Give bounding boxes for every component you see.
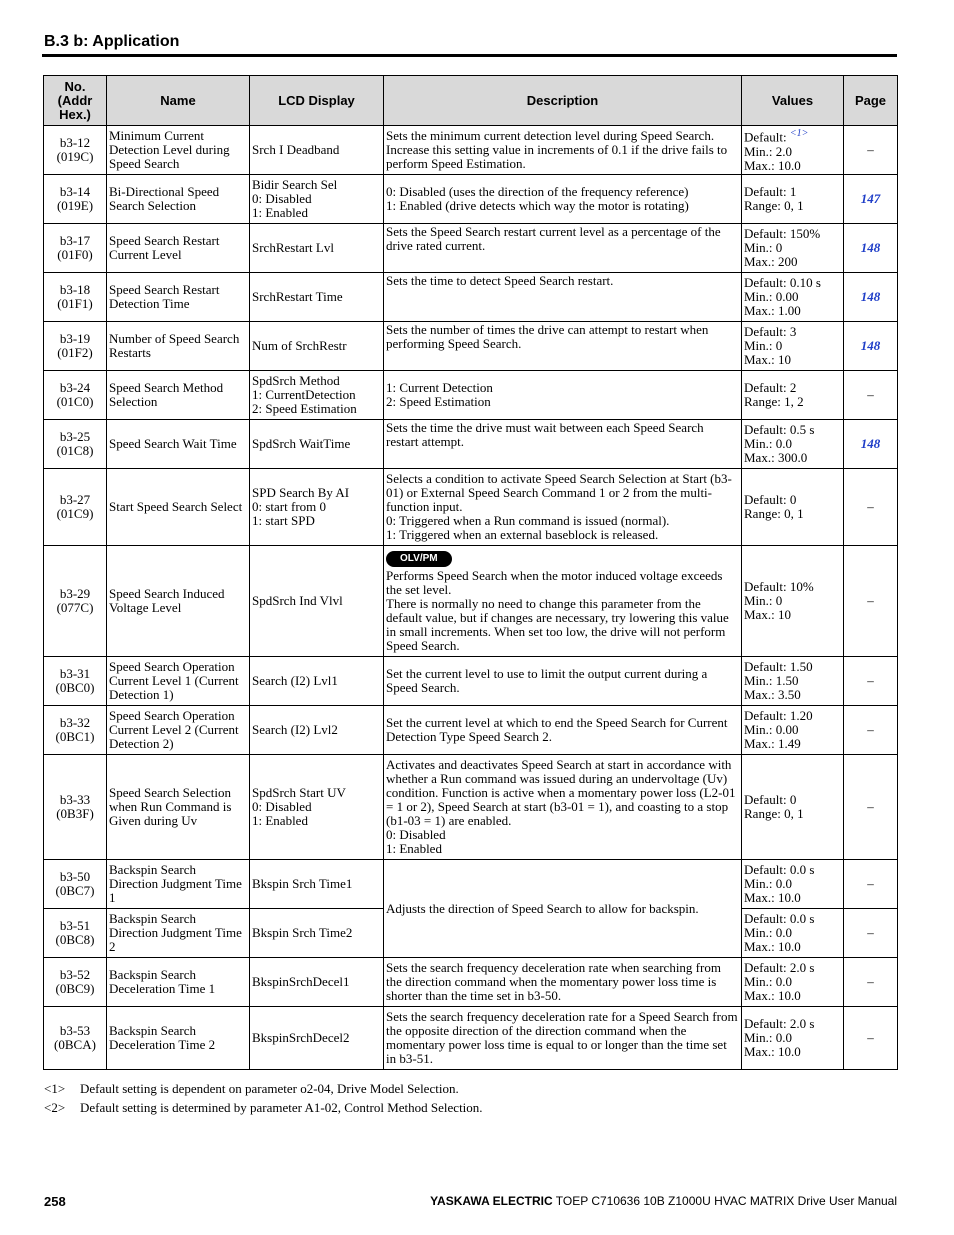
description: Sets the time to detect Speed Search restart. (384, 273, 742, 322)
page-ref: – (844, 126, 898, 175)
footer-document-title (430, 1194, 897, 1208)
page-ref: – (844, 958, 898, 1007)
page-link[interactable]: 148 (860, 240, 881, 255)
header-name: Name (107, 76, 250, 126)
values: Default: 2.0 s Min.: 0.0 Max.: 10.0 (742, 958, 844, 1007)
values: Default: 10% Min.: 0 Max.: 10 (742, 546, 844, 657)
header-lcd: LCD Display (250, 76, 384, 126)
table-row (44, 469, 898, 546)
values: Default: 0 Range: 0, 1 (742, 755, 844, 860)
header-description: Description (384, 76, 742, 126)
description: Selects a condition to activate Speed Search Selection at Start (b3-01) or External Speed Search Command 1 or 2 from the multi-function input. 0: Triggered when a Run command is issued (normal). 1: Triggered when an external baseblock is released. (384, 469, 742, 546)
header-no: No. (Addr Hex.) (44, 76, 107, 126)
page-link[interactable]: 148 (860, 436, 881, 451)
param-no: b3-27 (01C9) (44, 469, 107, 546)
param-name: Backspin Search Direction Judgment Time 1 (107, 860, 250, 909)
values: Default: 150% Min.: 0 Max.: 200 (742, 224, 844, 273)
description: Set the current level at which to end the Speed Search for Current Detection Type Speed Search 2. (384, 706, 742, 755)
param-no: b3-53 (0BCA) (44, 1007, 107, 1070)
lcd-display: Search (I2) Lvl2 (250, 706, 384, 755)
description: Sets the number of times the drive can attempt to restart when performing Speed Search. (384, 322, 742, 371)
param-no: b3-17 (01F0) (44, 224, 107, 273)
footnotes (44, 1079, 483, 1117)
param-no: b3-31 (0BC0) (44, 657, 107, 706)
param-name: Speed Search Wait Time (107, 420, 250, 469)
description: Set the current level to use to limit the output current during a Speed Search. (384, 657, 742, 706)
lcd-display: SrchRestart Lvl (250, 224, 384, 273)
page-ref: – (844, 546, 898, 657)
footnote-2 (44, 1098, 483, 1117)
table-header-row (44, 76, 898, 126)
param-name: Speed Search Selection when Run Command is Given during Uv (107, 755, 250, 860)
param-no: b3-50 (0BC7) (44, 860, 107, 909)
param-name: Backspin Search Deceleration Time 1 (107, 958, 250, 1007)
param-name: Speed Search Operation Current Level 1 (Current Detection 1) (107, 657, 250, 706)
lcd-display: Srch I Deadband (250, 126, 384, 175)
description: Sets the Speed Search restart current level as a percentage of the drive rated current. (384, 224, 742, 273)
param-name: Start Speed Search Select (107, 469, 250, 546)
param-name: Speed Search Operation Current Level 2 (Current Detection 2) (107, 706, 250, 755)
table-row (44, 958, 898, 1007)
page-ref[interactable] (844, 322, 898, 371)
values: Default: 0 Range: 0, 1 (742, 469, 844, 546)
description-text: Performs Speed Search when the motor induced voltage exceeds the set level. There is normally no need to change this parameter from the default value, but if changes are necessary, try lowering this value in small increments. When set too low, the drive will not perform Speed Search. (386, 567, 729, 653)
param-no: b3-51 (0BC8) (44, 909, 107, 958)
param-name: Backspin Search Deceleration Time 2 (107, 1007, 250, 1070)
parameter-table (43, 75, 898, 1070)
page-link[interactable]: 147 (860, 191, 881, 206)
description: Sets the time the drive must wait between each Speed Search restart attempt. (384, 420, 742, 469)
footnote-mark: <1> (44, 1081, 66, 1096)
description: Sets the minimum current detection level during Speed Search. Increase this setting value in increments of 0.1 if the drive fails to perform Speed Estimation. (384, 126, 742, 175)
param-name: Number of Speed Search Restarts (107, 322, 250, 371)
page-ref: – (844, 1007, 898, 1070)
page-number: 258 (44, 1194, 66, 1209)
lcd-display: SPD Search By AI 0: start from 0 1: start SPD (250, 469, 384, 546)
param-no: b3-24 (01C0) (44, 371, 107, 420)
lcd-display: SpdSrch Method 1: CurrentDetection 2: Speed Estimation (250, 371, 384, 420)
footnote-text: Default setting is dependent on parameter o2-04, Drive Model Selection. (80, 1081, 459, 1096)
footer-brand: YASKAWA ELECTRIC (430, 1194, 553, 1208)
page-link[interactable]: 148 (860, 289, 881, 304)
title-rule (42, 54, 897, 57)
param-no: b3-25 (01C8) (44, 420, 107, 469)
param-no: b3-19 (01F2) (44, 322, 107, 371)
param-name: Speed Search Restart Current Level (107, 224, 250, 273)
page-ref: – (844, 371, 898, 420)
section-title: B.3 b: Application (44, 33, 180, 50)
values: Default: 0.0 s Min.: 0.0 Max.: 10.0 (742, 860, 844, 909)
page-ref: – (844, 755, 898, 860)
values: Default: 1.20 Min.: 0.00 Max.: 1.49 (742, 706, 844, 755)
lcd-display: Search (I2) Lvl1 (250, 657, 384, 706)
lcd-display: Bkspin Srch Time1 (250, 860, 384, 909)
table-row (44, 706, 898, 755)
param-no: b3-52 (0BC9) (44, 958, 107, 1007)
description: 1: Current Detection 2: Speed Estimation (384, 371, 742, 420)
page-link[interactable]: 148 (860, 338, 881, 353)
footnote-mark: <2> (44, 1100, 66, 1115)
table-row (44, 224, 898, 273)
page-ref[interactable] (844, 224, 898, 273)
header-values: Values (742, 76, 844, 126)
lcd-display: BkspinSrchDecel1 (250, 958, 384, 1007)
page-ref: – (844, 657, 898, 706)
values (742, 126, 844, 175)
values: Default: 2.0 s Min.: 0.0 Max.: 10.0 (742, 1007, 844, 1070)
lcd-display: Bidir Search Sel 0: Disabled 1: Enabled (250, 175, 384, 224)
table-row (44, 322, 898, 371)
values-default-label: Default: (744, 129, 787, 145)
footer-doc: TOEP C710636 10B Z1000U HVAC MATRIX Drive User Manual (555, 1194, 897, 1208)
header-page: Page (844, 76, 898, 126)
param-no: b3-14 (019E) (44, 175, 107, 224)
table-row (44, 755, 898, 860)
description (384, 546, 742, 657)
table-row (44, 657, 898, 706)
description: Activates and deactivates Speed Search at start in accordance with whether a Run command was issued during an undervoltage (Uv) condition. Function is active when a momentary power loss (L2-01 = 1 or 2), Speed Search at start (b3-01 = 1), and coasting to a stop (b1-03 = 1) are enabled. 0: Disabled 1: Enabled (384, 755, 742, 860)
values: Default: 3 Min.: 0 Max.: 10 (742, 322, 844, 371)
page-ref: – (844, 706, 898, 755)
values: Default: 1.50 Min.: 1.50 Max.: 3.50 (742, 657, 844, 706)
lcd-display: Bkspin Srch Time2 (250, 909, 384, 958)
values: Default: 0.5 s Min.: 0.0 Max.: 300.0 (742, 420, 844, 469)
param-name: Bi-Directional Speed Search Selection (107, 175, 250, 224)
description: Sets the search frequency deceleration rate for a Speed Search from the opposite direction of the direction command when the momentary power loss time is equal to or longer than the time set in b3-51. (384, 1007, 742, 1070)
description: Sets the search frequency deceleration rate when searching from the direction command when the momentary power loss time is shorter than the time set in b3-50. (384, 958, 742, 1007)
values-range: Min.: 2.0 Max.: 10.0 (744, 143, 801, 173)
lcd-display: SpdSrch WaitTime (250, 420, 384, 469)
param-no: b3-32 (0BC1) (44, 706, 107, 755)
footnote-text: Default setting is determined by parameter A1-02, Control Method Selection. (80, 1100, 483, 1115)
lcd-display: BkspinSrchDecel2 (250, 1007, 384, 1070)
param-name: Speed Search Method Selection (107, 371, 250, 420)
param-name: Speed Search Induced Voltage Level (107, 546, 250, 657)
values: Default: 0.0 s Min.: 0.0 Max.: 10.0 (742, 909, 844, 958)
table-row (44, 273, 898, 322)
page-ref: – (844, 469, 898, 546)
footnote-1 (44, 1079, 483, 1098)
lcd-display: Num of SrchRestr (250, 322, 384, 371)
page-ref: – (844, 860, 898, 909)
table-row (44, 1007, 898, 1070)
table-row (44, 546, 898, 657)
param-no: b3-18 (01F1) (44, 273, 107, 322)
param-no: b3-33 (0B3F) (44, 755, 107, 860)
table-row (44, 371, 898, 420)
param-name: Minimum Current Detection Level during Speed Search (107, 126, 250, 175)
page-ref[interactable] (844, 273, 898, 322)
lcd-display: SrchRestart Time (250, 273, 384, 322)
table-row (44, 175, 898, 224)
table-row (44, 126, 898, 175)
table-row (44, 860, 898, 909)
param-no: b3-29 (077C) (44, 546, 107, 657)
footnote-ref[interactable]: <1> (789, 128, 809, 140)
page-ref[interactable] (844, 175, 898, 224)
param-name: Speed Search Restart Detection Time (107, 273, 250, 322)
param-no: b3-12 (019C) (44, 126, 107, 175)
lcd-display: SpdSrch Ind Vlvl (250, 546, 384, 657)
values: Default: 1 Range: 0, 1 (742, 175, 844, 224)
values: Default: 2 Range: 1, 2 (742, 371, 844, 420)
table-row (44, 420, 898, 469)
control-mode-badge: OLV/PM (386, 551, 452, 567)
page-ref[interactable] (844, 420, 898, 469)
description: Adjusts the direction of Speed Search to allow for backspin. (384, 860, 742, 958)
param-name: Backspin Search Direction Judgment Time 2 (107, 909, 250, 958)
values: Default: 0.10 s Min.: 0.00 Max.: 1.00 (742, 273, 844, 322)
description: 0: Disabled (uses the direction of the frequency reference) 1: Enabled (drive detects which way the motor is rotating) (384, 175, 742, 224)
lcd-display: SpdSrch Start UV 0: Disabled 1: Enabled (250, 755, 384, 860)
page-ref: – (844, 909, 898, 958)
